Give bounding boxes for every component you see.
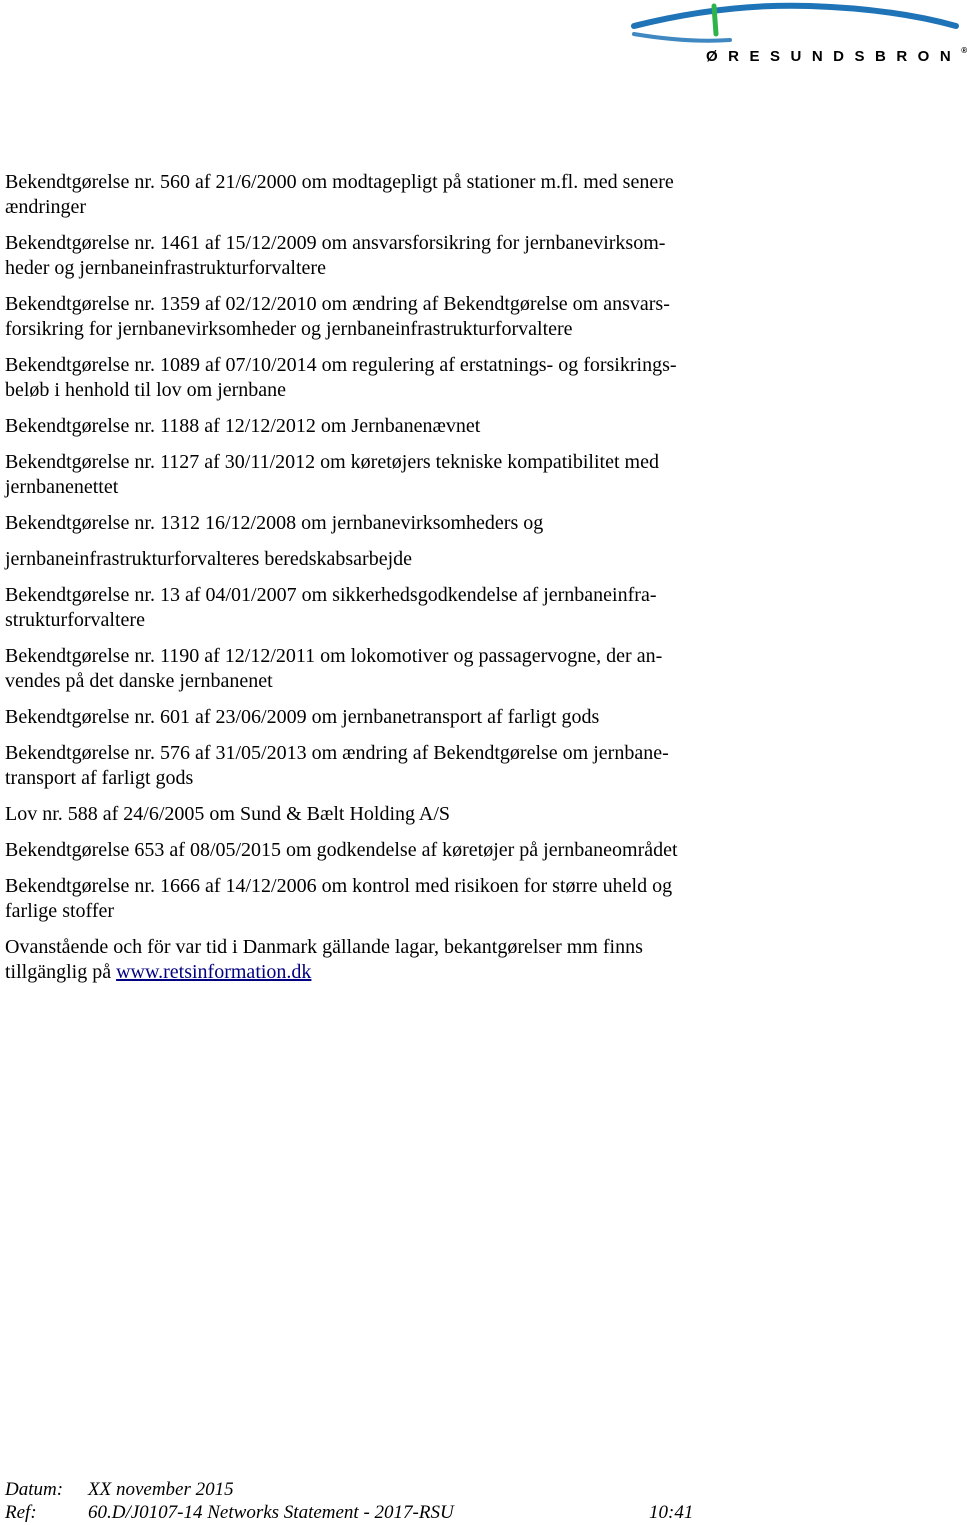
bridge-arc-icon [630,0,960,50]
footer-time: 10:41 [649,1502,694,1523]
list-item: Bekendtgørelse nr. 1666 af 14/12/2006 om kontrol med risikoen for større uheld og farlige stoffer [5,875,673,922]
regulation-list [5,170,745,996]
ref-value: 60.D/J0107-14 Networks Statement - 2017-RSU [88,1502,454,1523]
list-item: Bekendtgørelse nr. 1089 af 07/10/2014 om regulering af erstatnings- og forsikrings- beløb i henhold til lov om jernbane [5,354,677,401]
list-item: Bekendtgørelse nr. 560 af 21/6/2000 om modtagepligt på stationer m.fl. med senere ændringer [5,171,674,218]
list-item: Bekendtgørelse nr. 1188 af 12/12/2012 om Jernbanenævnet [5,415,481,437]
ref-label: Ref: [5,1502,37,1523]
list-item: Bekendtgørelse nr. 13 af 04/01/2007 om sikkerhedsgodkendelse af jernbaneinfra- strukturforvaltere [5,584,657,631]
list-item: Bekendtgørelse nr. 1312 16/12/2008 om jernbanevirksomheders og jernbaneinfrastrukturforvalteres beredskabsarbejde [5,512,544,570]
list-item: Bekendtgørelse nr. 576 af 31/05/2013 om ændring af Bekendtgørelse om jernbane- transport af farligt gods [5,742,669,789]
retsinformation-link[interactable]: www.retsinformation.dk [116,961,312,983]
logo-wordmark: ØRESUNDSBRON® [706,46,967,65]
datum-value: XX november 2015 [88,1479,234,1500]
list-item: Bekendtgørelse nr. 1190 af 12/12/2011 om lokomotiver og passagervogne, der an- vendes på det danske jernbanenet [5,645,663,692]
list-item: Bekendtgørelse nr. 1127 af 30/11/2012 om køretøjers tekniske kompatibilitet med jernbanenettet [5,451,659,498]
datum-label: Datum: [5,1479,64,1500]
list-item: Bekendtgørelse nr. 1359 af 02/12/2010 om ændring af Bekendtgørelse om ansvars- forsikring for jernbanevirksomheder og jernbaneinfrastrukturforvaltere [5,293,670,340]
list-item: Bekendtgørelse nr. 1461 af 15/12/2009 om ansvarsforsikring for jernbanevirksom- heder og jernbaneinfrastrukturforvaltere [5,232,666,279]
list-item: Bekendtgørelse nr. 601 af 23/06/2009 om jernbanetransport af farligt gods [5,706,600,728]
list-item: Lov nr. 588 af 24/6/2005 om Sund & Bælt Holding A/S [5,803,451,825]
oresundsbron-logo [630,0,967,72]
list-item: Bekendtgørelse 653 af 08/05/2015 om godkendelse af køretøjer på jernbaneområdet [5,839,678,861]
closing-paragraph: Ovanstående och för var tid i Danmark gällande lagar, bekantgørelser mm finns tillgänglig på www.retsinformation.dk [5,936,643,983]
